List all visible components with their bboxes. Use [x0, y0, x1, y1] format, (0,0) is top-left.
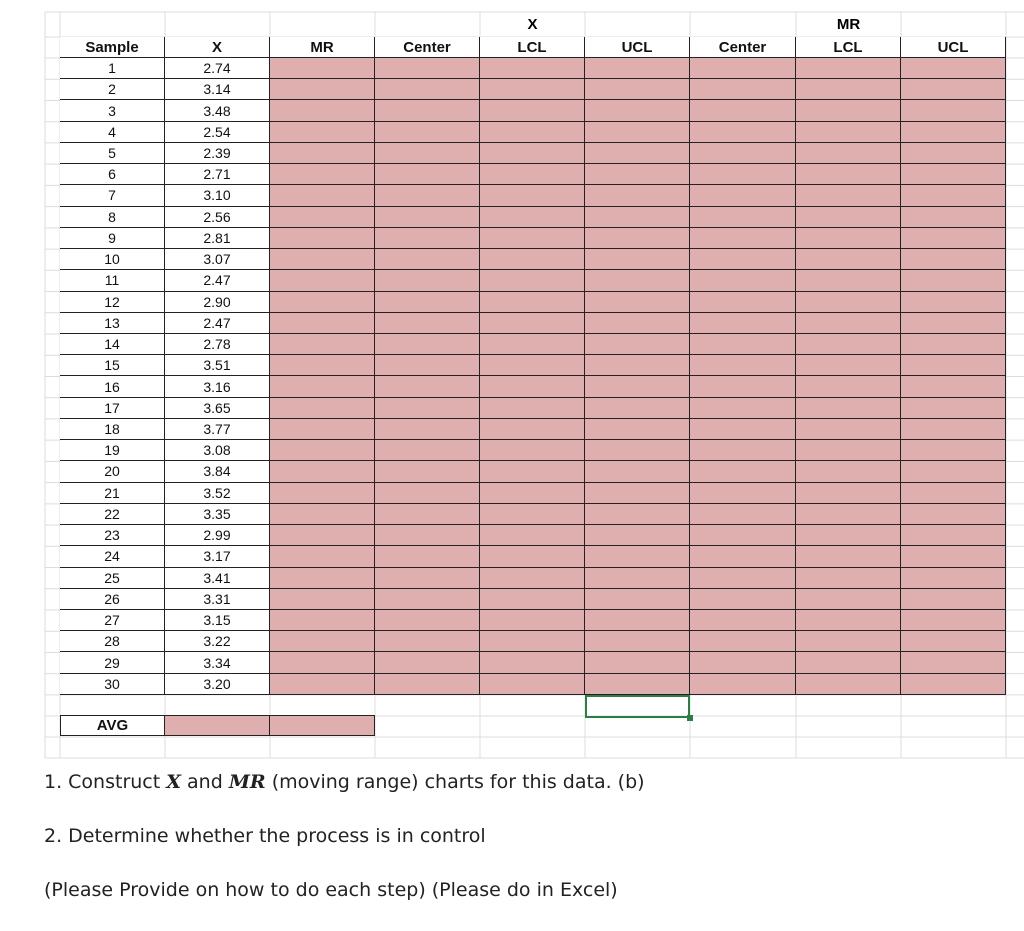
input-cell[interactable]: [690, 631, 796, 652]
x-value-cell[interactable]: 3.41: [165, 568, 270, 589]
x-value-cell[interactable]: 3.07: [165, 249, 270, 270]
input-cell[interactable]: [585, 610, 690, 631]
input-cell[interactable]: [375, 58, 480, 79]
input-cell[interactable]: [480, 674, 585, 695]
input-cell[interactable]: [480, 376, 585, 397]
input-cell[interactable]: [796, 461, 901, 482]
x-value-cell[interactable]: 3.52: [165, 483, 270, 504]
input-cell[interactable]: [796, 270, 901, 291]
input-cell[interactable]: [480, 525, 585, 546]
sample-number-cell[interactable]: 6: [60, 164, 165, 185]
instruction-3: (Please Provide on how to do each step) (Please do in Excel): [44, 879, 618, 901]
avg-mr-input-cell[interactable]: [270, 715, 375, 736]
column-header-lcl: LCL: [796, 37, 901, 58]
sample-number-cell[interactable]: 9: [60, 228, 165, 249]
input-cell[interactable]: [690, 483, 796, 504]
input-cell[interactable]: [480, 440, 585, 461]
input-cell[interactable]: [270, 483, 375, 504]
sample-number-cell[interactable]: 20: [60, 461, 165, 482]
input-cell[interactable]: [585, 313, 690, 334]
input-cell[interactable]: [690, 228, 796, 249]
sample-number-cell[interactable]: 19: [60, 440, 165, 461]
input-cell[interactable]: [375, 164, 480, 185]
input-cell[interactable]: [796, 185, 901, 206]
column-header-sample: Sample: [60, 37, 165, 58]
input-cell[interactable]: [375, 292, 480, 313]
input-cell[interactable]: [585, 461, 690, 482]
input-cell[interactable]: [690, 546, 796, 567]
input-cell[interactable]: [796, 100, 901, 121]
input-cell[interactable]: [901, 249, 1006, 270]
x-value-cell[interactable]: 3.48: [165, 100, 270, 121]
x-chart-group-header: X: [527, 16, 538, 33]
selected-cell[interactable]: [585, 695, 690, 718]
sample-number-cell[interactable]: 26: [60, 589, 165, 610]
input-cell[interactable]: [796, 483, 901, 504]
input-cell[interactable]: [480, 143, 585, 164]
input-cell[interactable]: [585, 483, 690, 504]
input-cell[interactable]: [901, 355, 1006, 376]
input-cell[interactable]: [585, 419, 690, 440]
x-value-cell[interactable]: 3.65: [165, 398, 270, 419]
input-cell[interactable]: [480, 355, 585, 376]
input-cell[interactable]: [901, 164, 1006, 185]
mr-variable: MR: [228, 771, 266, 793]
input-cell[interactable]: [585, 207, 690, 228]
input-cell[interactable]: [796, 376, 901, 397]
input-cell[interactable]: [690, 249, 796, 270]
sample-number-cell[interactable]: 14: [60, 334, 165, 355]
sample-number-cell[interactable]: 17: [60, 398, 165, 419]
input-cell[interactable]: [270, 631, 375, 652]
input-cell[interactable]: [270, 525, 375, 546]
input-cell[interactable]: [901, 334, 1006, 355]
sample-number-cell[interactable]: 24: [60, 546, 165, 567]
sample-number-cell[interactable]: 4: [60, 122, 165, 143]
input-cell[interactable]: [690, 270, 796, 291]
avg-x-input-cell[interactable]: [165, 715, 270, 736]
input-cell[interactable]: [901, 419, 1006, 440]
input-cell[interactable]: [480, 207, 585, 228]
sample-number-cell[interactable]: 2: [60, 79, 165, 100]
input-cell[interactable]: [480, 185, 585, 206]
input-cell[interactable]: [375, 270, 480, 291]
x-value-cell[interactable]: 3.77: [165, 419, 270, 440]
input-cell[interactable]: [375, 122, 480, 143]
input-cell[interactable]: [270, 334, 375, 355]
input-cell[interactable]: [270, 58, 375, 79]
input-cell[interactable]: [480, 313, 585, 334]
input-cell[interactable]: [585, 100, 690, 121]
input-cell[interactable]: [796, 525, 901, 546]
x-value-cell[interactable]: 3.31: [165, 589, 270, 610]
input-cell[interactable]: [901, 143, 1006, 164]
input-cell[interactable]: [796, 313, 901, 334]
x-value-cell[interactable]: 3.08: [165, 440, 270, 461]
input-cell[interactable]: [375, 398, 480, 419]
input-cell[interactable]: [375, 525, 480, 546]
input-cell[interactable]: [375, 249, 480, 270]
input-cell[interactable]: [585, 440, 690, 461]
input-cell[interactable]: [375, 461, 480, 482]
input-cell[interactable]: [901, 546, 1006, 567]
column-header-center: Center: [375, 37, 480, 58]
input-cell[interactable]: [690, 143, 796, 164]
input-cell[interactable]: [901, 610, 1006, 631]
input-cell[interactable]: [901, 207, 1006, 228]
input-cell[interactable]: [375, 589, 480, 610]
input-cell[interactable]: [480, 546, 585, 567]
input-cell[interactable]: [585, 674, 690, 695]
input-cell[interactable]: [585, 652, 690, 673]
input-cell[interactable]: [375, 143, 480, 164]
input-cell[interactable]: [690, 355, 796, 376]
input-cell[interactable]: [690, 58, 796, 79]
x-value-cell[interactable]: 2.39: [165, 143, 270, 164]
sample-number-cell[interactable]: 7: [60, 185, 165, 206]
x-value-cell[interactable]: 2.78: [165, 334, 270, 355]
column-header-mr: MR: [270, 37, 375, 58]
input-cell[interactable]: [796, 652, 901, 673]
input-cell[interactable]: [375, 207, 480, 228]
input-cell[interactable]: [270, 440, 375, 461]
column-header-x: X: [165, 37, 270, 58]
input-cell[interactable]: [585, 143, 690, 164]
input-cell[interactable]: [796, 631, 901, 652]
input-cell[interactable]: [585, 525, 690, 546]
x-value-cell[interactable]: 3.34: [165, 652, 270, 673]
input-cell[interactable]: [901, 58, 1006, 79]
input-cell[interactable]: [375, 79, 480, 100]
input-cell[interactable]: [690, 292, 796, 313]
input-cell[interactable]: [901, 228, 1006, 249]
input-cell[interactable]: [270, 652, 375, 673]
input-cell[interactable]: [270, 398, 375, 419]
input-cell[interactable]: [690, 504, 796, 525]
sample-number-cell[interactable]: 23: [60, 525, 165, 546]
input-cell[interactable]: [585, 546, 690, 567]
input-cell[interactable]: [690, 674, 796, 695]
input-cell[interactable]: [796, 504, 901, 525]
input-cell[interactable]: [375, 610, 480, 631]
input-cell[interactable]: [901, 674, 1006, 695]
input-cell[interactable]: [690, 398, 796, 419]
sample-number-cell[interactable]: 12: [60, 292, 165, 313]
input-cell[interactable]: [690, 376, 796, 397]
sample-number-cell[interactable]: 27: [60, 610, 165, 631]
input-cell[interactable]: [480, 610, 585, 631]
input-cell[interactable]: [585, 568, 690, 589]
input-cell[interactable]: [585, 504, 690, 525]
input-cell[interactable]: [375, 483, 480, 504]
input-cell[interactable]: [375, 440, 480, 461]
input-cell[interactable]: [585, 164, 690, 185]
input-cell[interactable]: [690, 100, 796, 121]
input-cell[interactable]: [796, 355, 901, 376]
input-cell[interactable]: [270, 674, 375, 695]
input-cell[interactable]: [796, 610, 901, 631]
input-cell[interactable]: [690, 652, 796, 673]
input-cell[interactable]: [901, 292, 1006, 313]
mr-chart-group-header: MR: [836, 16, 861, 33]
sample-number-cell[interactable]: 22: [60, 504, 165, 525]
input-cell[interactable]: [270, 228, 375, 249]
input-cell[interactable]: [270, 270, 375, 291]
column-header-ucl: UCL: [585, 37, 690, 58]
input-cell[interactable]: [901, 122, 1006, 143]
input-cell[interactable]: [796, 398, 901, 419]
input-cell[interactable]: [375, 419, 480, 440]
sample-number-cell[interactable]: 5: [60, 143, 165, 164]
x-value-cell[interactable]: 2.47: [165, 270, 270, 291]
input-cell[interactable]: [796, 292, 901, 313]
input-cell[interactable]: [585, 376, 690, 397]
input-cell[interactable]: [796, 79, 901, 100]
input-cell[interactable]: [270, 568, 375, 589]
input-cell[interactable]: [796, 334, 901, 355]
x-value-cell[interactable]: 3.10: [165, 185, 270, 206]
input-cell[interactable]: [901, 525, 1006, 546]
input-cell[interactable]: [375, 376, 480, 397]
x-value-cell[interactable]: 2.54: [165, 122, 270, 143]
input-cell[interactable]: [270, 79, 375, 100]
input-cell[interactable]: [690, 79, 796, 100]
input-cell[interactable]: [585, 122, 690, 143]
instruction-2: 2. Determine whether the process is in control: [44, 825, 486, 847]
input-cell[interactable]: [270, 292, 375, 313]
input-cell[interactable]: [585, 589, 690, 610]
input-cell[interactable]: [585, 270, 690, 291]
x-value-cell[interactable]: 3.15: [165, 610, 270, 631]
input-cell[interactable]: [901, 483, 1006, 504]
input-cell[interactable]: [480, 100, 585, 121]
input-cell[interactable]: [480, 652, 585, 673]
input-cell[interactable]: [796, 58, 901, 79]
input-cell[interactable]: [480, 292, 585, 313]
input-cell[interactable]: [270, 207, 375, 228]
input-cell[interactable]: [375, 652, 480, 673]
x-value-cell[interactable]: 2.47: [165, 313, 270, 334]
input-cell[interactable]: [375, 185, 480, 206]
input-cell[interactable]: [270, 610, 375, 631]
input-cell[interactable]: [585, 631, 690, 652]
input-cell[interactable]: [796, 589, 901, 610]
input-cell[interactable]: [585, 249, 690, 270]
input-cell[interactable]: [585, 58, 690, 79]
input-cell[interactable]: [690, 440, 796, 461]
x-value-cell[interactable]: 3.22: [165, 631, 270, 652]
input-cell[interactable]: [375, 568, 480, 589]
input-cell[interactable]: [480, 334, 585, 355]
input-cell[interactable]: [690, 164, 796, 185]
input-cell[interactable]: [585, 355, 690, 376]
x-value-cell[interactable]: 3.16: [165, 376, 270, 397]
sample-number-cell[interactable]: 13: [60, 313, 165, 334]
sample-number-cell[interactable]: 3: [60, 100, 165, 121]
input-cell[interactable]: [270, 249, 375, 270]
input-cell[interactable]: [375, 100, 480, 121]
input-cell[interactable]: [796, 419, 901, 440]
input-cell[interactable]: [901, 568, 1006, 589]
input-cell[interactable]: [690, 568, 796, 589]
input-cell[interactable]: [690, 334, 796, 355]
input-cell[interactable]: [270, 185, 375, 206]
column-header-lcl: LCL: [480, 37, 585, 58]
input-cell[interactable]: [270, 100, 375, 121]
input-cell[interactable]: [796, 143, 901, 164]
input-cell[interactable]: [480, 228, 585, 249]
input-cell[interactable]: [690, 313, 796, 334]
input-cell[interactable]: [375, 631, 480, 652]
input-cell[interactable]: [796, 207, 901, 228]
input-cell[interactable]: [585, 228, 690, 249]
input-cell[interactable]: [901, 185, 1006, 206]
input-cell[interactable]: [375, 546, 480, 567]
input-cell[interactable]: [585, 79, 690, 100]
column-header-center: Center: [690, 37, 796, 58]
x-value-cell[interactable]: 2.81: [165, 228, 270, 249]
input-cell[interactable]: [375, 355, 480, 376]
input-cell[interactable]: [270, 143, 375, 164]
input-cell[interactable]: [480, 270, 585, 291]
input-cell[interactable]: [901, 79, 1006, 100]
sample-number-cell[interactable]: 16: [60, 376, 165, 397]
input-cell[interactable]: [901, 652, 1006, 673]
input-cell[interactable]: [690, 610, 796, 631]
input-cell[interactable]: [480, 164, 585, 185]
input-cell[interactable]: [585, 398, 690, 419]
x-variable: X: [166, 771, 181, 793]
input-cell[interactable]: [270, 313, 375, 334]
input-cell[interactable]: [796, 568, 901, 589]
x-value-cell[interactable]: 2.74: [165, 58, 270, 79]
input-cell[interactable]: [796, 546, 901, 567]
input-cell[interactable]: [585, 334, 690, 355]
avg-label: AVG: [60, 715, 165, 736]
input-cell[interactable]: [480, 58, 585, 79]
x-value-cell[interactable]: 3.84: [165, 461, 270, 482]
input-cell[interactable]: [901, 461, 1006, 482]
input-cell[interactable]: [375, 334, 480, 355]
x-value-cell[interactable]: 3.35: [165, 504, 270, 525]
x-value-cell[interactable]: 2.90: [165, 292, 270, 313]
input-cell[interactable]: [270, 546, 375, 567]
input-cell[interactable]: [690, 525, 796, 546]
x-value-cell[interactable]: 2.56: [165, 207, 270, 228]
sample-number-cell[interactable]: 21: [60, 483, 165, 504]
instruction-1: 1. Construct X and MR (moving range) charts for this data. (b): [44, 771, 645, 793]
input-cell[interactable]: [901, 589, 1006, 610]
input-cell[interactable]: [901, 270, 1006, 291]
input-cell[interactable]: [270, 589, 375, 610]
sample-number-cell[interactable]: 28: [60, 631, 165, 652]
sample-number-cell[interactable]: 10: [60, 249, 165, 270]
sample-number-cell[interactable]: 18: [60, 419, 165, 440]
x-value-cell[interactable]: 3.17: [165, 546, 270, 567]
input-cell[interactable]: [796, 674, 901, 695]
input-cell[interactable]: [480, 504, 585, 525]
sample-number-cell[interactable]: 25: [60, 568, 165, 589]
input-cell[interactable]: [796, 228, 901, 249]
input-cell[interactable]: [480, 589, 585, 610]
input-cell[interactable]: [901, 631, 1006, 652]
input-cell[interactable]: [690, 122, 796, 143]
input-cell[interactable]: [901, 100, 1006, 121]
input-cell[interactable]: [690, 419, 796, 440]
input-cell[interactable]: [375, 504, 480, 525]
input-cell[interactable]: [480, 568, 585, 589]
sample-number-cell[interactable]: 30: [60, 674, 165, 695]
input-cell[interactable]: [270, 419, 375, 440]
sample-number-cell[interactable]: 1: [60, 58, 165, 79]
sample-number-cell[interactable]: 15: [60, 355, 165, 376]
input-cell[interactable]: [270, 461, 375, 482]
input-cell[interactable]: [270, 355, 375, 376]
input-cell[interactable]: [480, 461, 585, 482]
input-cell[interactable]: [796, 440, 901, 461]
input-cell[interactable]: [270, 376, 375, 397]
column-header-ucl: UCL: [901, 37, 1006, 58]
fill-handle[interactable]: [687, 715, 693, 721]
sample-number-cell[interactable]: 8: [60, 207, 165, 228]
input-cell[interactable]: [690, 207, 796, 228]
input-cell[interactable]: [270, 122, 375, 143]
sample-number-cell[interactable]: 11: [60, 270, 165, 291]
input-cell[interactable]: [480, 419, 585, 440]
input-cell[interactable]: [480, 631, 585, 652]
input-cell[interactable]: [375, 228, 480, 249]
input-cell[interactable]: [375, 313, 480, 334]
input-cell[interactable]: [796, 249, 901, 270]
input-cell[interactable]: [690, 589, 796, 610]
input-cell[interactable]: [690, 185, 796, 206]
input-cell[interactable]: [480, 398, 585, 419]
x-value-cell[interactable]: 2.99: [165, 525, 270, 546]
input-cell[interactable]: [480, 249, 585, 270]
input-cell[interactable]: [796, 164, 901, 185]
input-cell[interactable]: [375, 674, 480, 695]
input-cell[interactable]: [901, 440, 1006, 461]
input-cell[interactable]: [480, 483, 585, 504]
x-value-cell[interactable]: 3.20: [165, 674, 270, 695]
x-value-cell[interactable]: 3.51: [165, 355, 270, 376]
input-cell[interactable]: [901, 504, 1006, 525]
input-cell[interactable]: [901, 398, 1006, 419]
input-cell[interactable]: [901, 313, 1006, 334]
sample-number-cell[interactable]: 29: [60, 652, 165, 673]
input-cell[interactable]: [690, 461, 796, 482]
input-cell[interactable]: [585, 292, 690, 313]
input-cell[interactable]: [796, 122, 901, 143]
input-cell[interactable]: [901, 376, 1006, 397]
input-cell[interactable]: [480, 79, 585, 100]
input-cell[interactable]: [585, 185, 690, 206]
input-cell[interactable]: [270, 504, 375, 525]
input-cell[interactable]: [270, 164, 375, 185]
x-value-cell[interactable]: 2.71: [165, 164, 270, 185]
x-value-cell[interactable]: 3.14: [165, 79, 270, 100]
input-cell[interactable]: [480, 122, 585, 143]
